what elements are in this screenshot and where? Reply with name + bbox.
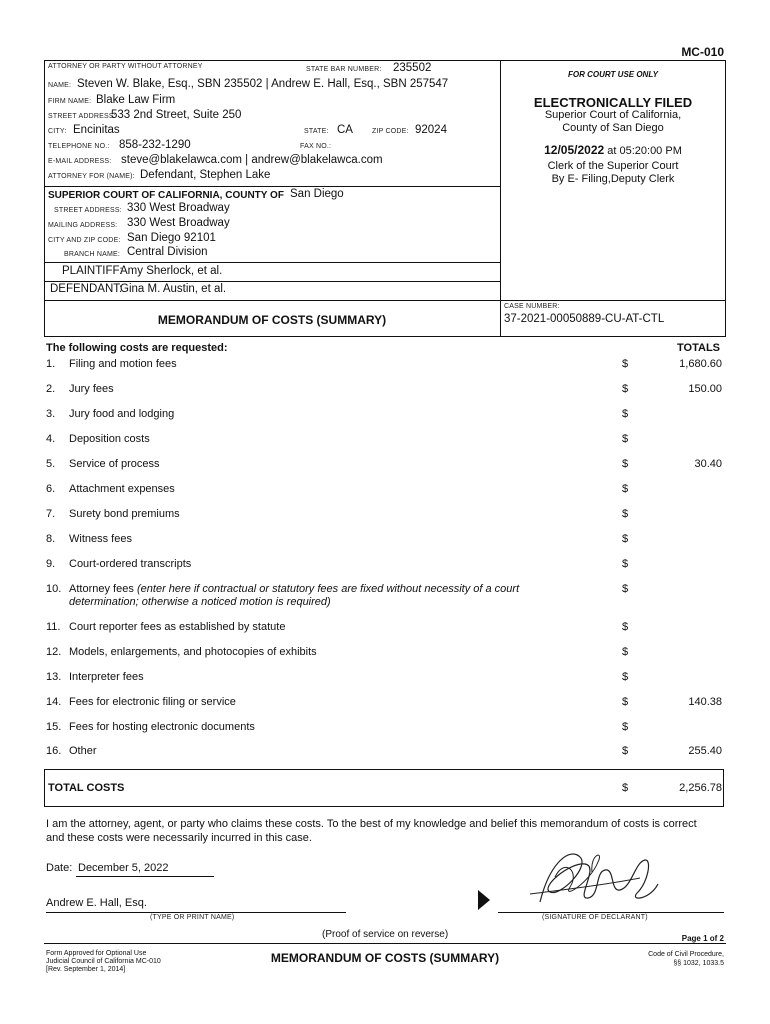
cost-item-number: 2. bbox=[46, 383, 56, 395]
fax-label: FAX NO.: bbox=[300, 143, 332, 150]
cost-item-currency: $ bbox=[622, 721, 629, 733]
cost-item-currency: $ bbox=[622, 458, 629, 470]
cost-item-label: Attorney fees bbox=[69, 583, 134, 595]
cost-item-currency: $ bbox=[622, 646, 629, 658]
cost-item-row bbox=[46, 408, 726, 426]
cost-item-number: 15. bbox=[46, 721, 62, 733]
bar-number: 235502 bbox=[393, 62, 432, 74]
cost-item-row bbox=[46, 433, 726, 451]
cost-item-amount: 150.00 bbox=[688, 383, 722, 395]
page-label: Page 1 of 2 bbox=[681, 934, 724, 943]
footer-left-line1: Form Approved for Optional Use bbox=[46, 950, 147, 957]
cost-item-number: 6. bbox=[46, 483, 56, 495]
name-label: NAME: bbox=[48, 82, 72, 89]
plaintiff: Amy Sherlock, et al. bbox=[120, 265, 223, 277]
cost-item-label: Filing and motion fees bbox=[69, 358, 177, 370]
attorney-phone: 858-232-1290 bbox=[119, 139, 191, 151]
phone-label: TELEPHONE NO.: bbox=[48, 143, 110, 150]
proof-note: (Proof of service on reverse) bbox=[322, 929, 449, 940]
city-label: CITY: bbox=[48, 128, 67, 135]
attorney-city: Encinitas bbox=[73, 124, 120, 136]
form-title: MEMORANDUM OF COSTS (SUMMARY) bbox=[157, 313, 387, 327]
email-label: E-MAIL ADDRESS: bbox=[48, 158, 112, 165]
stamp-clerk: Clerk of the Superior Court bbox=[547, 160, 679, 172]
cost-item-label: Court-ordered transcripts bbox=[69, 558, 192, 570]
cost-item-row bbox=[46, 358, 726, 376]
cost-item-label: Court reporter fees as established by statute bbox=[69, 621, 286, 633]
case-number: 37-2021-00050889-CU-AT-CTL bbox=[504, 313, 665, 325]
cost-item-currency: $ bbox=[622, 383, 629, 395]
cost-item-label: Surety bond premiums bbox=[69, 508, 180, 520]
attorney-for-label: ATTORNEY FOR (NAME): bbox=[48, 173, 135, 180]
cost-item-row bbox=[46, 745, 726, 763]
cost-item-row bbox=[46, 533, 726, 551]
cost-item-number: 7. bbox=[46, 508, 56, 520]
cost-item-row bbox=[46, 558, 726, 576]
cost-item-currency: $ bbox=[622, 433, 629, 445]
form-code: MC-010 bbox=[681, 45, 724, 59]
court-use-label: FOR COURT USE ONLY bbox=[568, 70, 658, 79]
cost-item-amount: 255.40 bbox=[688, 745, 722, 757]
attorney-divider bbox=[44, 186, 500, 187]
stamp-date: 12/05/2022 bbox=[544, 143, 605, 157]
parties-divider bbox=[44, 281, 500, 282]
signer-name: Andrew E. Hall, Esq. bbox=[46, 897, 147, 909]
cost-item-label: Jury fees bbox=[69, 383, 114, 395]
cost-item-amount: 140.38 bbox=[688, 696, 722, 708]
footer-right-line1: Code of Civil Procedure, bbox=[648, 951, 724, 958]
attorney-zip: 92024 bbox=[415, 124, 447, 136]
defendant-label: DEFENDANT: bbox=[50, 283, 123, 295]
street-label: STREET ADDRESS: bbox=[48, 113, 116, 120]
cost-item-currency: $ bbox=[622, 483, 629, 495]
court-branch: Central Division bbox=[127, 246, 208, 258]
case-number-label: CASE NUMBER: bbox=[504, 303, 560, 310]
cost-item-row bbox=[46, 671, 726, 689]
cost-item-label: Fees for electronic filing or service bbox=[69, 696, 236, 708]
cost-item-label: Attachment expenses bbox=[69, 483, 175, 495]
cost-item-row bbox=[46, 508, 726, 526]
total-amount: 2,256.78 bbox=[679, 782, 722, 794]
cost-item-number: 10. bbox=[46, 583, 62, 595]
cost-item-currency: $ bbox=[622, 583, 629, 595]
cost-item-label: Service of process bbox=[69, 458, 160, 470]
total-currency: $ bbox=[622, 782, 629, 794]
name-line bbox=[46, 912, 346, 913]
stamp-time: at 05:20:00 PM bbox=[607, 145, 682, 157]
type-name-label: (TYPE OR PRINT NAME) bbox=[150, 914, 235, 921]
bar-number-label: STATE BAR NUMBER: bbox=[306, 66, 382, 73]
plaintiff-label: PLAINTIFF: bbox=[62, 265, 123, 277]
cost-item-number: 9. bbox=[46, 558, 56, 570]
footer-right-line2: §§ 1032, 1033.5 bbox=[673, 960, 724, 967]
cost-item-row bbox=[46, 696, 726, 714]
court-cityzip: San Diego 92101 bbox=[127, 232, 216, 244]
zip-label: ZIP CODE: bbox=[372, 128, 409, 135]
signature bbox=[520, 842, 660, 914]
court-heading: SUPERIOR COURT OF CALIFORNIA, COUNTY OF bbox=[48, 190, 284, 201]
cost-item-label: Jury food and lodging bbox=[69, 408, 175, 420]
cost-item-label: Fees for hosting electronic documents bbox=[69, 721, 255, 733]
footer-left-line3: [Rev. September 1, 2014] bbox=[46, 966, 126, 973]
cost-item-currency: $ bbox=[622, 408, 629, 420]
date-label: Date: bbox=[46, 862, 73, 874]
cost-item-row bbox=[46, 483, 726, 501]
footer-rule bbox=[44, 943, 726, 944]
stamp-line1: Superior Court of California, bbox=[544, 109, 682, 121]
cost-item-number: 16. bbox=[46, 745, 62, 757]
court-street-label: STREET ADDRESS: bbox=[54, 207, 122, 214]
cost-item-number: 12. bbox=[46, 646, 62, 658]
attorney-for: Defendant, Stephen Lake bbox=[140, 169, 271, 181]
cost-item-label: Witness fees bbox=[69, 533, 132, 545]
court-mailing: 330 West Broadway bbox=[127, 217, 230, 229]
court-mailing-label: MAILING ADDRESS: bbox=[48, 222, 118, 229]
costs-heading: The following costs are requested: bbox=[46, 342, 228, 354]
cost-item-number: 1. bbox=[46, 358, 56, 370]
cost-item-currency: $ bbox=[622, 508, 629, 520]
cost-item-row bbox=[46, 646, 726, 664]
attorney-street: 533 2nd Street, Suite 250 bbox=[111, 109, 242, 121]
cost-item-currency: $ bbox=[622, 621, 629, 633]
court-county: San Diego bbox=[290, 188, 344, 200]
state-label: STATE: bbox=[304, 128, 329, 135]
cost-item-number: 5. bbox=[46, 458, 56, 470]
total-costs-label: TOTAL COSTS bbox=[48, 782, 125, 794]
attorney-email: steve@blakelawca.com | andrew@blakelawca.com bbox=[121, 154, 383, 166]
stamp-by: By E- Filing,Deputy Clerk bbox=[551, 173, 675, 185]
cost-item-currency: $ bbox=[622, 671, 629, 683]
cost-item-number: 3. bbox=[46, 408, 56, 420]
cost-item-number: 4. bbox=[46, 433, 56, 445]
footer-left-line2: Judicial Council of California MC-010 bbox=[46, 958, 161, 965]
footer-title: MEMORANDUM OF COSTS (SUMMARY) bbox=[270, 951, 500, 965]
cost-item-amount: 1,680.60 bbox=[679, 358, 722, 370]
court-cityzip-label: CITY AND ZIP CODE: bbox=[48, 237, 121, 244]
stamp-title: ELECTRONICALLY FILED bbox=[533, 95, 693, 110]
cost-item-currency: $ bbox=[622, 558, 629, 570]
cost-item-number: 8. bbox=[46, 533, 56, 545]
cost-item-label: Interpreter fees bbox=[69, 671, 144, 683]
signature-line bbox=[498, 912, 724, 913]
cost-item-row bbox=[46, 583, 726, 608]
attorney-name: Steven W. Blake, Esq., SBN 235502 | Andrew E. Hall, Esq., SBN 257547 bbox=[77, 78, 449, 90]
attorney-state: CA bbox=[337, 124, 353, 136]
signature-label: (SIGNATURE OF DECLARANT) bbox=[542, 914, 648, 921]
totals-heading: TOTALS bbox=[677, 342, 720, 354]
cost-item-number: 13. bbox=[46, 671, 62, 683]
date-underline bbox=[76, 876, 214, 877]
cost-item-row bbox=[46, 621, 726, 639]
cost-item-label: Other bbox=[69, 745, 97, 757]
court-divider bbox=[44, 262, 500, 263]
cost-item-row bbox=[46, 383, 726, 401]
signature-arrow-icon bbox=[478, 890, 490, 910]
cost-item-number: 14. bbox=[46, 696, 62, 708]
cost-item-row bbox=[46, 458, 726, 476]
cost-item-currency: $ bbox=[622, 358, 629, 370]
cost-item-label: Deposition costs bbox=[69, 433, 150, 445]
cost-item-note: (enter here if contractual or statutory fees are fixed without necessity of a court bbox=[137, 583, 520, 595]
declaration-line2: and these costs were necessarily incurred in this case. bbox=[46, 832, 312, 844]
cost-item-note-line2: determination; otherwise a noticed motion is required) bbox=[69, 596, 331, 608]
date-value: December 5, 2022 bbox=[78, 862, 169, 874]
court-street: 330 West Broadway bbox=[127, 202, 230, 214]
cost-item-row bbox=[46, 721, 726, 739]
firm-label: FIRM NAME: bbox=[48, 98, 92, 105]
court-branch-label: BRANCH NAME: bbox=[64, 251, 121, 258]
attorney-header-label: ATTORNEY OR PARTY WITHOUT ATTORNEY bbox=[48, 63, 203, 70]
declaration-line1: I am the attorney, agent, or party who claims these costs. To the best of my knowledge and belief this memorandum of costs is correct bbox=[46, 818, 697, 830]
stamp-datetime bbox=[500, 143, 726, 157]
defendant: Gina M. Austin, et al. bbox=[120, 283, 227, 295]
stamp-line2: County of San Diego bbox=[562, 122, 664, 134]
footer-right bbox=[648, 950, 724, 968]
cost-item-label: Models, enlargements, and photocopies of exhibits bbox=[69, 646, 317, 658]
cost-item-currency: $ bbox=[622, 533, 629, 545]
cost-item-amount: 30.40 bbox=[694, 458, 722, 470]
cost-item-number: 11. bbox=[46, 621, 61, 633]
cost-item-currency: $ bbox=[622, 745, 629, 757]
cost-item-currency: $ bbox=[622, 696, 629, 708]
firm-name: Blake Law Firm bbox=[96, 94, 176, 106]
